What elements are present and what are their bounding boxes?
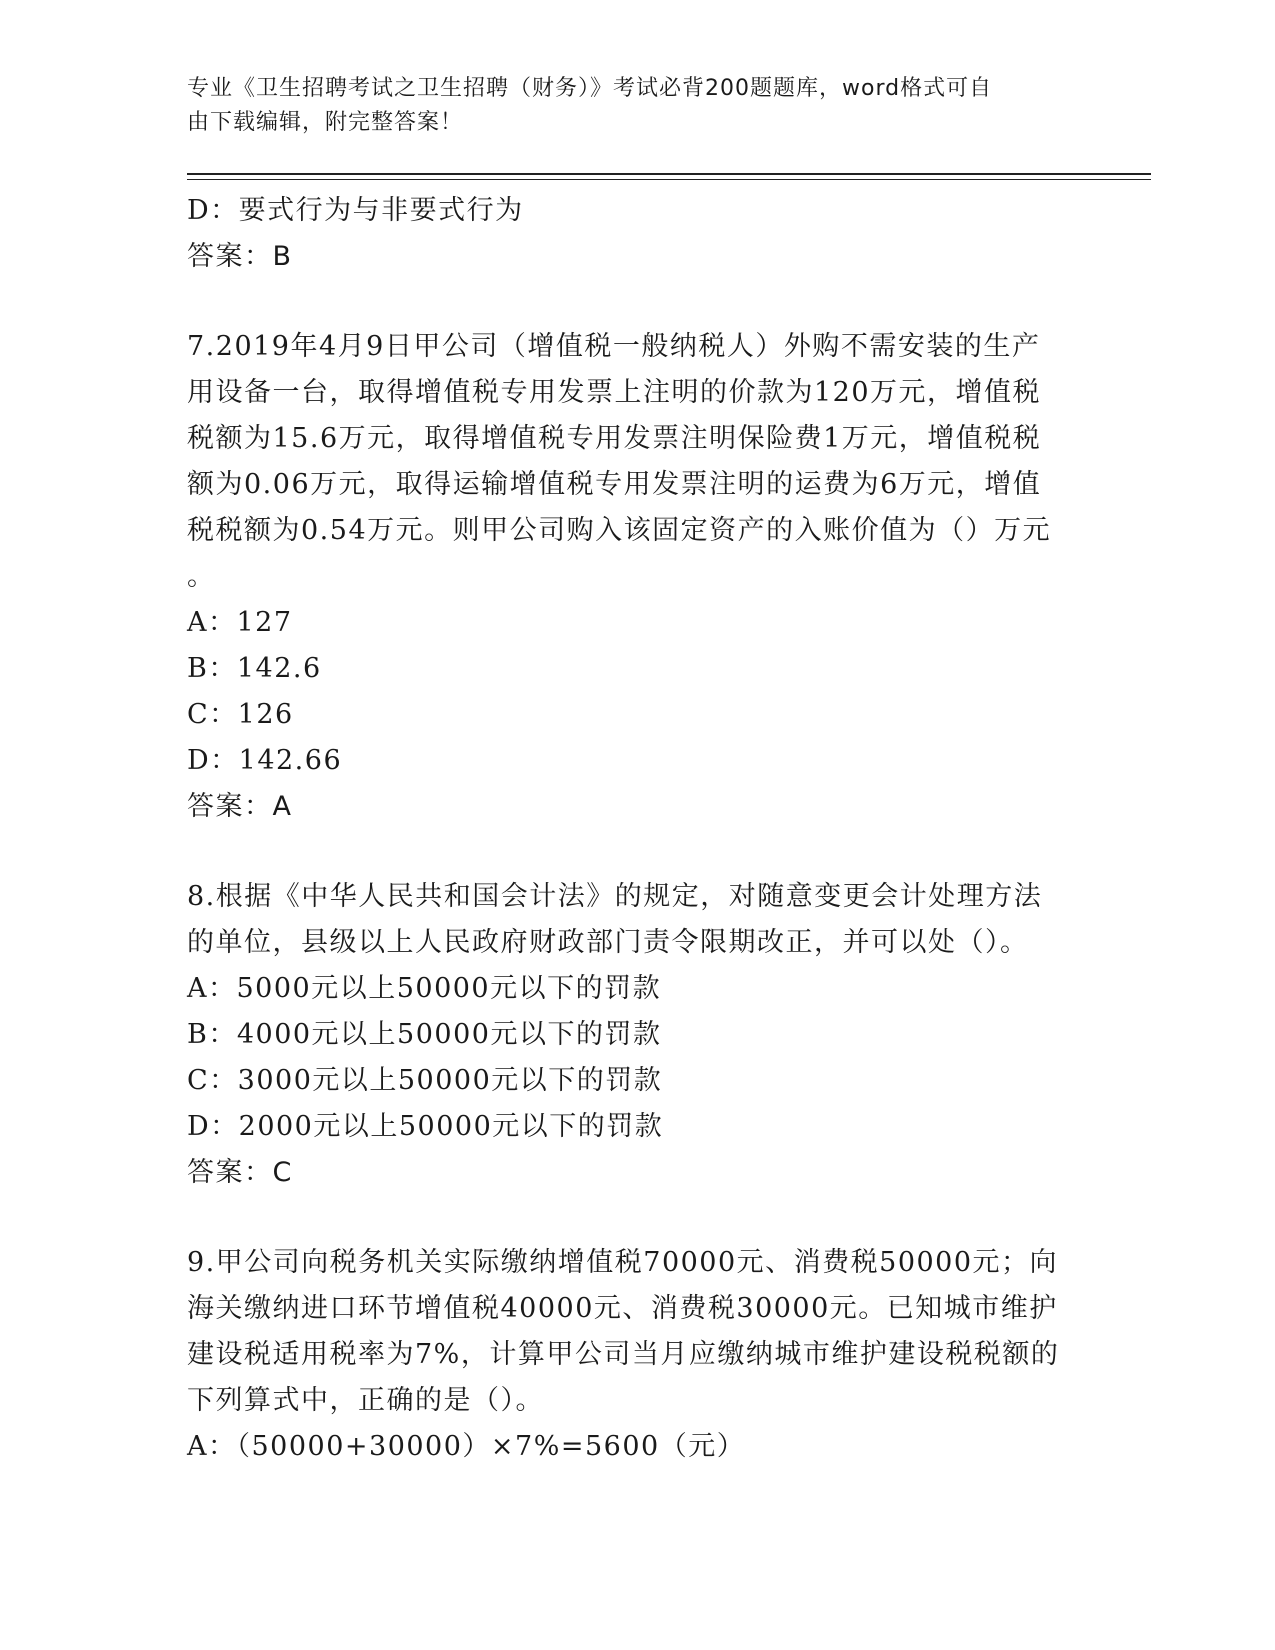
option-a: A：5000元以上50000元以下的罚款 [187,973,662,1004]
header-line-2: 由下载编辑，附完整答案！ [187,110,464,135]
question-stem-line: 海关缴纳进口环节增值税40000元、消费税30000元。已知城市维护 [187,1293,1058,1324]
option-a: A：127 [187,607,293,638]
question-8 [187,874,1067,1196]
header-divider-thin [187,179,1151,180]
option-d: D：142.66 [187,745,343,776]
option-d: D：要式行为与非要式行为 [187,195,524,226]
header-divider-thick [187,173,1151,175]
question-stem-line: 下列算式中，正确的是（）。 [187,1385,544,1416]
option-d: D：2000元以上50000元以下的罚款 [187,1111,664,1142]
question-9 [187,1240,1067,1470]
page-header [187,72,1067,140]
question-stem-line: 8.根据《中华人民共和国会计法》的规定，对随意变更会计处理方法 [187,881,1043,912]
question-stem-line: 额为0.06万元，取得运输增值税专用发票注明的运费为6万元，增值 [187,469,1042,500]
question-stem-line: 税税额为0.54万元。则甲公司购入该固定资产的入账价值为（）万元 [187,515,1052,546]
question-stem-line: 的单位，县级以上人民政府财政部门责令限期改正，并可以处（）。 [187,927,1029,958]
question-stem-line: 7.2019年4月9日甲公司（增值税一般纳税人）外购不需安装的生产 [187,331,1041,362]
option-c: C：3000元以上50000元以下的罚款 [187,1065,663,1096]
document-body [187,188,1067,1470]
question-stem-line: 9.甲公司向税务机关实际缴纳增值税70000元、消费税50000元；向 [187,1247,1059,1278]
option-b: B：4000元以上50000元以下的罚款 [187,1019,662,1050]
prev-question [187,188,1067,280]
answer: 答案：B [187,241,293,272]
option-a: A：（50000+30000）×7%=5600（元） [187,1431,746,1462]
question-7 [187,324,1067,830]
option-c: C：126 [187,699,294,730]
question-stem-line: 用设备一台，取得增值税专用发票上注明的价款为120万元，增值税 [187,377,1042,408]
question-stem-line: 。 [187,561,216,592]
answer: 答案：C [187,1157,293,1188]
option-b: B：142.6 [187,653,322,684]
question-stem-line: 建设税适用税率为7%，计算甲公司当月应缴纳城市维护建设税税额的 [187,1339,1060,1370]
header-line-1: 专业《卫生招聘考试之卫生招聘（财务）》考试必背200题题库，word格式可自 [187,76,993,101]
question-stem-line: 税额为15.6万元，取得增值税专用发票注明保险费1万元，增值税税 [187,423,1042,454]
answer: 答案：A [187,791,293,822]
